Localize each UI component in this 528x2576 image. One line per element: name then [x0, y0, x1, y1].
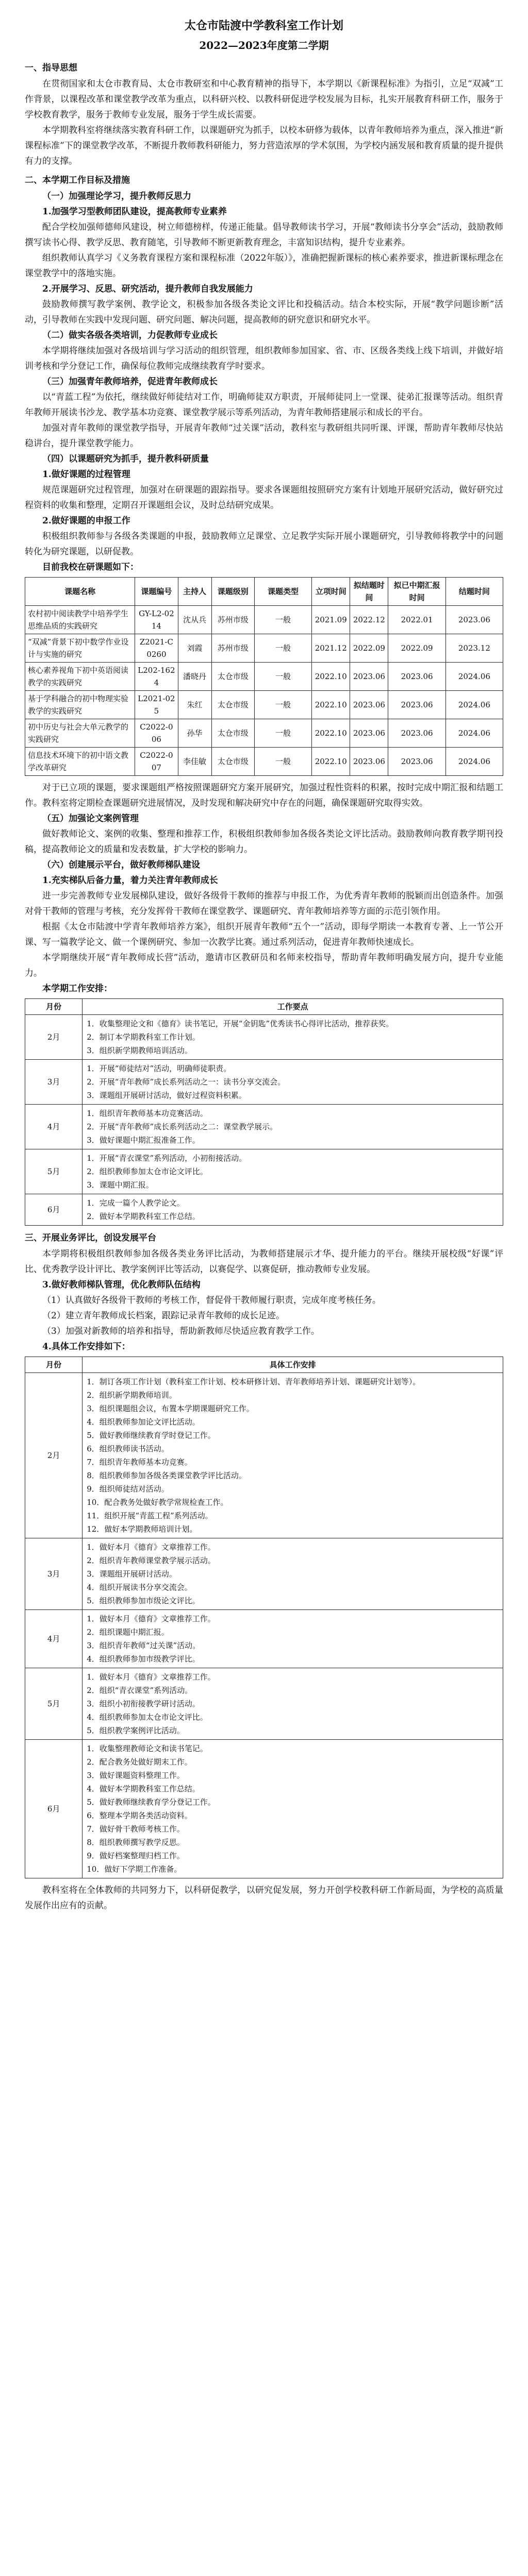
- plan-item: 1．做好本月《德育》文章推荐工作。: [87, 1672, 216, 1682]
- table-row: [25, 1668, 503, 1740]
- table-row: [25, 663, 503, 691]
- table-cell: 太仓市级: [211, 719, 254, 748]
- table-body: [25, 606, 503, 776]
- plan-item: 4．做好本学期教科室工作总结。: [87, 1784, 200, 1793]
- table-cell: 2024.06: [446, 691, 503, 719]
- plan-item: 1．收集整理论文和《德育》读书笔记，开展“金钥匙”优秀读书心得评比活动，推荐获奖。: [87, 1019, 394, 1028]
- plan-item: 2．开展“青年教师”成长系列活动之一：读书分享交流会。: [87, 1077, 286, 1087]
- paragraph: 鼓励教师撰写教学案例、教学论文，积极参加各级各类论文评比和投稿活动。结合本校实际，开展“教学问题诊断”活动，引导教师在实践中发现问题、研究问题、解决问题，提高教师的研究意识和研究水平。: [25, 299, 503, 325]
- plan-item: 6．整理本学期各类活动资料。: [87, 1811, 192, 1820]
- month-cell: 4月: [25, 1105, 82, 1149]
- plan-item: 8．组织教师参加各级各类课堂教学评比活动。: [87, 1471, 246, 1480]
- subsection-heading: 2.开展学习、反思、研究活动，提升教师自我发展能力: [42, 284, 253, 294]
- plan-item: 6．组织教师读书活动。: [87, 1444, 169, 1453]
- subsection-heading: （三）加强青年教师培养，促进青年教师成长: [42, 377, 218, 387]
- table-cell: 苏州市级: [211, 606, 254, 634]
- plan-item: 4．组织教师参加论文评比活动。: [87, 1417, 200, 1427]
- plan-item: 3．组织新学期教师培训活动。: [87, 1046, 192, 1055]
- table-cell: 一般: [254, 634, 311, 663]
- table-row: [25, 1105, 503, 1149]
- table-cell: 苏州市级: [211, 634, 254, 663]
- plan-item: 1．制订各项工作计划（教科室工作计划、校本研修计划、青年教师培养计划、课题研究计划等）。: [87, 1377, 421, 1386]
- plan-item: 2．组织“青衣课堂”系列活动。: [87, 1686, 193, 1695]
- table-cell: 2021.12: [312, 634, 350, 663]
- document-body: [25, 15, 503, 1913]
- column-header: 拟结题时间: [350, 578, 388, 606]
- table-cell: 2023.06: [388, 663, 446, 691]
- column-header: 月份: [25, 999, 82, 1015]
- table-cell: 2023.06: [350, 663, 388, 691]
- plan-item: 9．做好档案整理归档工作。: [87, 1851, 185, 1860]
- plan-item: 2．做好本学期教科室工作总结。: [87, 1212, 200, 1221]
- table-cell: 潘晓丹: [178, 663, 211, 691]
- plan-item: 4．组织教师参加市级教学评比。: [87, 1654, 200, 1664]
- subsection-heading: （一）加强理论学习，提升教师反思力: [42, 191, 191, 201]
- paragraph: 加强对青年教师的课堂教学指导，开展青年教师“过关课”活动，教科室与教研组共同听课、评课，帮助青年教师尽快站稳讲台，提升课堂教学能力。: [25, 423, 503, 449]
- document-title: 太仓市陆渡中学教科室工作计划: [184, 19, 343, 32]
- subsection-heading: 1.加强学习型教师团队建设，提高教师专业素养: [42, 207, 227, 217]
- plan-item: 3．组织小初衔接教学研讨活动。: [87, 1699, 200, 1708]
- work-plan-table: [25, 998, 503, 1226]
- paragraph: 积极组织教师参与各级各类课题的申报，鼓励教师立足课堂、立足教学实际开展小课题研究，引导教师将教学中的问题转化为研究课题，以研促教。: [25, 531, 503, 557]
- table-cell: L2021-025: [135, 691, 178, 719]
- paragraph: 配合学校加强师德师风建设，树立师德榜样，传递正能量。倡导教师读书学习，开展“教师读书分享会”活动，鼓励教师撰写读书心得、教学反思、教育随笔，引导教师不断更新教育理念，丰富知识结构，提升专业素养。: [25, 222, 503, 248]
- table-cell: 刘霞: [178, 634, 211, 663]
- plan-item: 10．做好下学期工作准备。: [87, 1865, 182, 1874]
- table-header-row: [25, 999, 503, 1015]
- table-body: [25, 1373, 503, 1878]
- plan-item: 7．做好骨干教师考核工作。: [87, 1824, 185, 1834]
- plan-item: 7．组织青年教师基本功竞赛。: [87, 1458, 192, 1467]
- paragraph: （2）建立青年教师成长档案，跟踪记录青年教师的成长足迹。: [42, 1311, 285, 1321]
- table-row: [25, 1194, 503, 1226]
- paragraph: 本学期教科室将继续落实教育科研工作，以课题研究为抓手，以校本研修为载体，以青年教师培养为重点，深入推进“新课程标准”下的课堂教学改革，不断提升教师教科研能力，努力营造浓厚的学术氛围，为学校内涵发展和教育质量的提升提供有力的支撑。: [25, 125, 503, 166]
- month-cell: 2月: [25, 1015, 82, 1060]
- plan-item: 3．做好课题中期汇报准备工作。: [87, 1136, 200, 1145]
- plan-item: 1．组织青年教师基本功竞赛活动。: [87, 1109, 208, 1118]
- plan-item: 8．组织教师撰写教学反思。: [87, 1838, 185, 1847]
- items-cell: [82, 1194, 503, 1226]
- column-header: 结题时间: [446, 578, 503, 606]
- plan-item: 1．做好本月《德育》文章推荐工作。: [87, 1543, 216, 1552]
- detailed-plan-table: [25, 1357, 503, 1878]
- items-cell: [82, 1373, 503, 1538]
- table-cell: 一般: [254, 691, 311, 719]
- column-header: 课题编号: [135, 578, 178, 606]
- plan-item: 10．配合教务处做好教学常规检查工作。: [87, 1498, 228, 1507]
- plan-item: 1．收集整理教师论文和读书笔记。: [87, 1744, 208, 1753]
- plan-item: 2．配合教务处做好期末工作。: [87, 1757, 192, 1767]
- subsection-heading: 2.做好课题的申报工作: [42, 516, 130, 526]
- table-cell: 2023.06: [350, 691, 388, 719]
- table-cell: 2023.06: [350, 719, 388, 748]
- month-cell: 6月: [25, 1194, 82, 1226]
- plan-item: 2．组织新学期教师培训。: [87, 1391, 177, 1400]
- plan-item: 3．组织课题组会议，布置本学期课题研究工作。: [87, 1404, 254, 1413]
- table-row: [25, 1740, 503, 1878]
- table-cell: 2023.06: [388, 691, 446, 719]
- plan-item: 3．课题中期汇报。: [87, 1180, 154, 1190]
- items-cell: [82, 1740, 503, 1878]
- month-cell: 4月: [25, 1610, 82, 1668]
- plan-item: 1．开展“师徒结对”活动，明确师徒职责。: [87, 1064, 232, 1073]
- items-cell: [82, 1105, 503, 1149]
- table-cell: 2022.01: [388, 606, 446, 634]
- subsection-heading: 1.充实梯队后备力量，着力关注青年教师成长: [42, 875, 218, 886]
- table-row: [25, 606, 503, 634]
- items-cell: [82, 1015, 503, 1060]
- paragraph: 以“青蓝工程”为依托，继续做好师徒结对工作，明确师徒双方职责，开展师徒同上一堂课、徒弟汇报课等活动。组织青年教师开展读书沙龙、教学基本功竞赛、课堂教学展示等系列活动，为青年教师搭建展示和成长的平台。: [25, 392, 503, 418]
- table-caption: 目前我校在研课题如下：: [42, 562, 139, 572]
- table-cell: 2023.06: [350, 748, 388, 776]
- table-cell: 太仓市级: [211, 748, 254, 776]
- plan-item: 1．做好本月《德育》文章推荐工作。: [87, 1614, 216, 1623]
- table-row: [25, 1610, 503, 1668]
- subsection-heading: （二）做实各级各类培训，力促教师专业成长: [42, 330, 218, 341]
- plan-item: 3．课题组开展研讨活动。: [87, 1569, 177, 1579]
- plan-item: 2．制订本学期教科室工作计划。: [87, 1032, 200, 1042]
- plan-item: 1．开展“青衣课堂”系列活动，小初衔接活动。: [87, 1154, 247, 1163]
- table-cell: 2024.06: [446, 719, 503, 748]
- subsection-heading: （五）加强论文案例管理: [42, 814, 139, 824]
- table-cell: 核心素养视角下初中英语阅读教学的实践研究: [25, 663, 135, 691]
- table-cell: 2022.10: [312, 719, 350, 748]
- plan-item: 5．组织教师参加市级论文评比。: [87, 1596, 200, 1605]
- table-cell: L202-1624: [135, 663, 178, 691]
- items-cell: [82, 1538, 503, 1610]
- column-header: 工作要点: [82, 999, 503, 1015]
- column-header: 具体工作安排: [82, 1357, 503, 1373]
- closing-paragraph: 教科室将在全体教师的共同努力下，以科研促教学，以研究促发展，努力开创学校教科研工作新局面，为学校的高质量发展作出应有的贡献。: [25, 1885, 503, 1911]
- table-row: [25, 748, 503, 776]
- table-cell: 2022.12: [350, 606, 388, 634]
- table-cell: 2022.10: [312, 691, 350, 719]
- plan-item: 12．做好本学期教师培训计划。: [87, 1524, 197, 1534]
- column-header: 课题级别: [211, 578, 254, 606]
- table-cell: 沈从兵: [178, 606, 211, 634]
- table-caption: 4.具体工作安排如下：: [42, 1342, 130, 1352]
- items-cell: [82, 1668, 503, 1740]
- table-cell: 基于学科融合的初中物理实验教学的实践研究: [25, 691, 135, 719]
- table-cell: 初中历史与社会大单元教学的实践研究: [25, 719, 135, 748]
- paragraph: 规范课题研究过程管理，加强对在研课题的跟踪指导。要求各课题组按照研究方案有计划地开展研究活动，做好研究过程资料的收集和整理，定期召开课题组会议，及时总结研究成果。: [25, 485, 503, 511]
- month-cell: 3月: [25, 1060, 82, 1105]
- table-cell: 一般: [254, 606, 311, 634]
- table-row: [25, 1373, 503, 1538]
- table-cell: 李佳敏: [178, 748, 211, 776]
- table-cell: 2024.06: [446, 663, 503, 691]
- table-cell: 2023.06: [388, 719, 446, 748]
- column-header: 课题类型: [254, 578, 311, 606]
- table-cell: 朱红: [178, 691, 211, 719]
- month-cell: 5月: [25, 1668, 82, 1740]
- plan-item: 3．课题组开展研讨活动，做好过程资料积累。: [87, 1091, 246, 1100]
- month-cell: 6月: [25, 1740, 82, 1878]
- plan-item: 5．组织教学案例评比活动。: [87, 1726, 185, 1735]
- table-cell: “双减”背景下初中数学作业设计与实施的研究: [25, 634, 135, 663]
- table-cell: 2023.06: [388, 748, 446, 776]
- table-row: [25, 1060, 503, 1105]
- paragraph: 进一步完善教师专业发展梯队建设，做好各级骨干教师的推荐与申报工作，为优秀青年教师的脱颖而出创造条件。加强对骨干教师的管理与考核，充分发挥骨干教师在课堂教学、课题研究、青年教师培养等方面的示范引领作用。: [25, 891, 503, 917]
- paragraph: （1）认真做好各级骨干教师的考核工作，督促骨干教师履行职责，完成年度考核任务。: [42, 1295, 381, 1306]
- paragraph: 对于已立项的课题，要求课题组严格按照课题研究方案开展研究，加强过程性资料的积累，按时完成中期汇报和结题工作。教科室将定期检查课题研究进展情况，及时发现和解决研究中存在的问题，确保课题研究取得实效。: [25, 783, 503, 808]
- column-header: 月份: [25, 1357, 82, 1373]
- paragraph: 根据《太仓市陆渡中学青年教师培养方案》，组织开展青年教师“五个一”活动，即每学期读一本教育专著、上一节公开课、写一篇教学论文、做一个课例研究、参加一次教学比赛。通过系列活动，促进青年教师快速成长。: [25, 922, 503, 947]
- table-cell: 一般: [254, 748, 311, 776]
- plan-item: 1．完成一篇个人教学论文。: [87, 1198, 185, 1208]
- table-row: [25, 691, 503, 719]
- table-cell: 2022.09: [350, 634, 388, 663]
- table-cell: 2022.10: [312, 748, 350, 776]
- paragraph: 做好教师论文、案例的收集、整理和推荐工作，积极组织教师参加各级各类论文评比活动。鼓励教师向教育教学期刊投稿，提高教师论文的质量和发表数量，扩大学校的影响力。: [25, 829, 503, 855]
- plan-item: 3．组织青年教师“过关课”活动。: [87, 1641, 201, 1650]
- table-cell: 2024.06: [446, 748, 503, 776]
- column-header: 课题名称: [25, 578, 135, 606]
- plan-item: 9．组织师徒结对活动。: [87, 1484, 169, 1494]
- table-cell: 2021.09: [312, 606, 350, 634]
- paragraph: 组织教师认真学习《义务教育课程方案和课程标准（2022年版）》，准确把握新课标的核心素养要求，推进新课标理念在课堂教学中的落地实施。: [25, 253, 503, 279]
- subsection-heading: （四）以课题研究为抓手，提升教科研质量: [42, 454, 209, 464]
- table-row: [25, 719, 503, 748]
- table-cell: C2022-007: [135, 748, 178, 776]
- table-caption: 本学期工作安排：: [42, 984, 112, 994]
- subsection-heading: 3.做好教师梯队管理，优化教师队伍结构: [42, 1280, 201, 1290]
- section-heading-guiding: 一、指导思想: [25, 63, 77, 73]
- table-cell: 2023.12: [446, 634, 503, 663]
- plan-item: 4．组织开展读书分享交流会。: [87, 1583, 192, 1592]
- plan-item: 3．做好课题资料整理工作。: [87, 1771, 185, 1780]
- plan-item: 2．组织课题中期汇报。: [87, 1628, 169, 1637]
- column-header: 立项时间: [312, 578, 350, 606]
- table-cell: 农村初中阅读教学中培养学生思维品质的实践研究: [25, 606, 135, 634]
- table-header-row: [25, 578, 503, 606]
- table-cell: 一般: [254, 663, 311, 691]
- section-heading-evaluation: 三、开展业务评比，创设发展平台: [25, 1233, 156, 1243]
- paragraph: 本学期继续开展“青年教师成长营”活动，邀请市区教研员和名师来校指导，帮助青年教师明确发展方向，提升专业能力。: [25, 953, 503, 978]
- items-cell: [82, 1610, 503, 1668]
- table-cell: Z2021-C0260: [135, 634, 178, 663]
- month-cell: 3月: [25, 1538, 82, 1610]
- table-body: [25, 1015, 503, 1226]
- table-cell: 2022.09: [388, 634, 446, 663]
- table-header-row: [25, 1357, 503, 1373]
- paragraph: 在贯彻国家和太仓市教育局、太仓市教研室和中心教育精神的指导下，本学期以《新课程标准》为指引，立足“双减”工作背景，以课程改革和课堂教学改革为重点，以科研兴校、以教科研促进学校发展为目标，扎实开展教育科研工作，服务于学校教育教学，服务于教师专业发展，服务于学生成长需要。: [25, 79, 503, 120]
- plan-item: 4．组织教师参加太仓市论文评比。: [87, 1713, 208, 1722]
- table-row: [25, 1015, 503, 1060]
- table-cell: C2022-006: [135, 719, 178, 748]
- subsection-heading: （六）创建展示平台，做好教师梯队建设: [42, 860, 200, 870]
- table-cell: 一般: [254, 719, 311, 748]
- section-heading-goals: 二、本学期工作目标及措施: [25, 175, 130, 185]
- table-cell: 太仓市级: [211, 663, 254, 691]
- document-subtitle: 2022—2023年度第二学期: [199, 39, 329, 52]
- plan-item: 11．组织开展“青蓝工程”系列活动。: [87, 1511, 213, 1520]
- plan-item: 5．做好教师继续教育学分登记工作。: [87, 1798, 216, 1807]
- table-cell: 太仓市级: [211, 691, 254, 719]
- table-row: [25, 634, 503, 663]
- subsection-heading: 1.做好课题的过程管理: [42, 469, 130, 480]
- table-row: [25, 1538, 503, 1610]
- paragraph: （3）加强对新教师的培养和指导，帮助新教师尽快适应教育教学工作。: [42, 1326, 320, 1336]
- items-cell: [82, 1149, 503, 1194]
- column-header: 拟已中期汇报时间: [388, 578, 446, 606]
- column-header: 主持人: [178, 578, 211, 606]
- table-row: [25, 1149, 503, 1194]
- items-cell: [82, 1060, 503, 1105]
- table-cell: 2023.06: [446, 606, 503, 634]
- table-cell: GY-L2-0214: [135, 606, 178, 634]
- plan-item: 2．开展“青年教师”成长系列活动之二：课堂教学展示。: [87, 1122, 278, 1131]
- plan-item: 5．做好教师继续教育学时登记工作。: [87, 1431, 216, 1440]
- plan-item: 2．组织教师参加太仓市论文评比。: [87, 1167, 208, 1176]
- paragraph: 本学期将积极组织教师参加各级各类业务评比活动，为教师搭建展示才华、提升能力的平台。继续开展校级“好课”评比、优秀教学设计评比、教学案例评比等活动，以赛促学、以赛促研，推动教师专业发展。: [25, 1249, 503, 1275]
- table-cell: 信息技术环境下的初中语文教学改革研究: [25, 748, 135, 776]
- research-projects-table: [25, 577, 503, 776]
- table-cell: 孙华: [178, 719, 211, 748]
- month-cell: 5月: [25, 1149, 82, 1194]
- paragraph: 本学期将继续加强对各级培训与学习活动的组织管理，组织教师参加国家、省、市、区级各类线上线下培训，并做好培训考核和学分登记工作，确保每位教师完成继续教育学时要求。: [25, 346, 503, 371]
- month-cell: 2月: [25, 1373, 82, 1538]
- plan-item: 2．组织青年教师课堂教学展示活动。: [87, 1556, 216, 1565]
- table-cell: 2022.10: [312, 663, 350, 691]
